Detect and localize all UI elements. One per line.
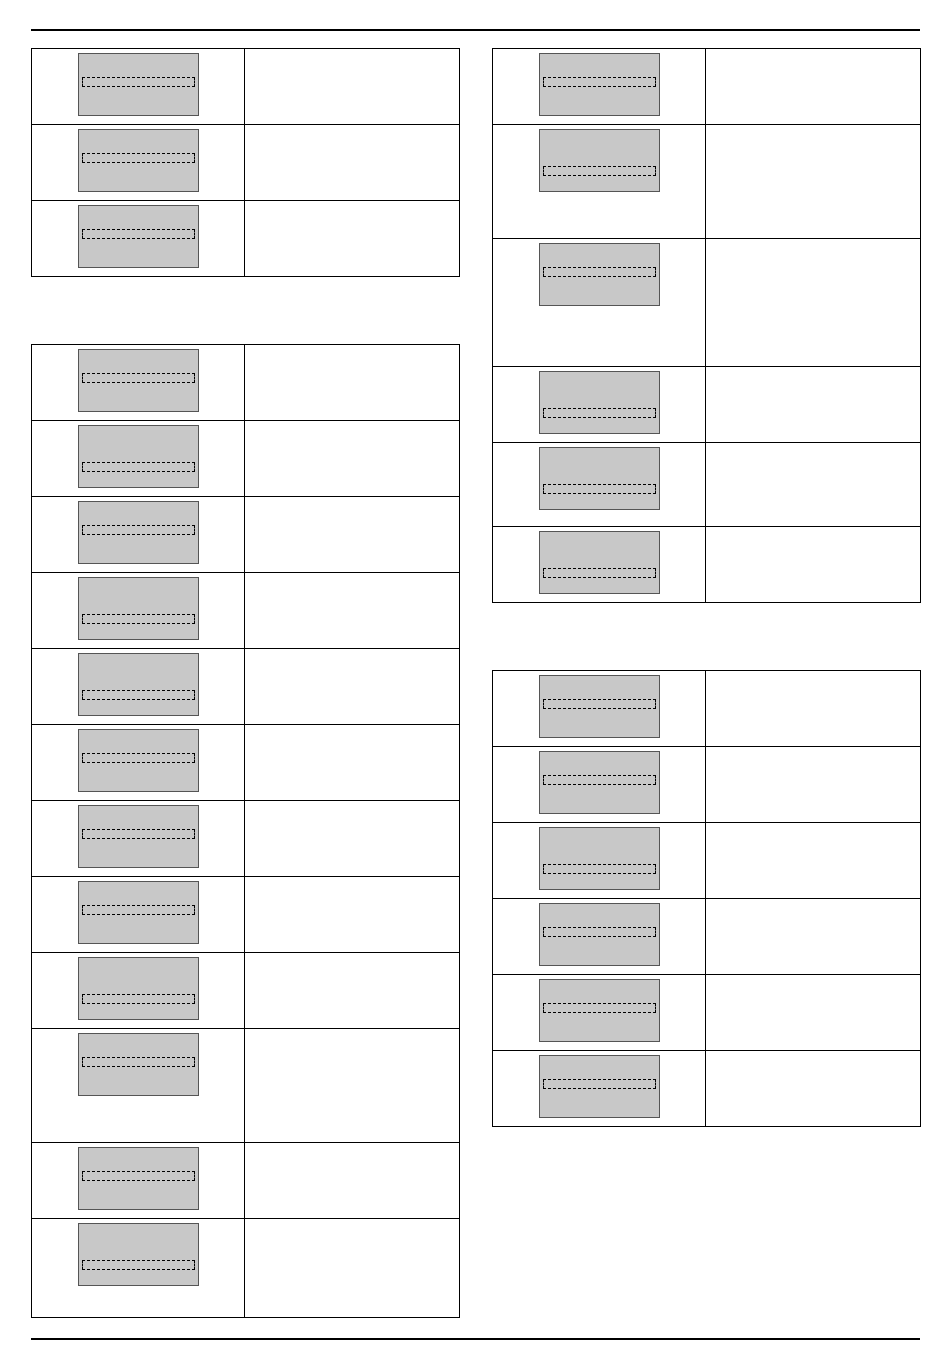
line-edge-left <box>543 699 544 709</box>
lcd-display <box>78 577 199 640</box>
table-row <box>493 527 921 603</box>
line-edge-left <box>543 1003 544 1013</box>
line-edge-right <box>194 829 195 839</box>
table-row <box>493 747 921 823</box>
line-edge-right <box>655 864 656 874</box>
line-edge-right <box>194 994 195 1004</box>
highlighted-display-line <box>82 462 195 472</box>
line-edge-right <box>655 1079 656 1089</box>
highlighted-display-line <box>82 525 195 535</box>
line-edge-right <box>655 568 656 578</box>
line-edge-right <box>655 77 656 87</box>
description-cell <box>245 125 460 201</box>
table-row <box>32 1219 460 1318</box>
display-cell <box>493 443 706 527</box>
display-cell <box>32 1029 245 1143</box>
highlighted-display-line <box>82 1260 195 1270</box>
line-edge-left <box>543 864 544 874</box>
display-cell <box>32 421 245 497</box>
line-edge-right <box>194 229 195 239</box>
highlighted-display-line <box>543 77 656 87</box>
line-edge-right <box>194 1260 195 1270</box>
table-row <box>493 49 921 125</box>
table-row <box>32 725 460 801</box>
table-row <box>32 345 460 421</box>
line-edge-left <box>543 568 544 578</box>
highlighted-display-line <box>82 229 195 239</box>
line-edge-left <box>82 994 83 1004</box>
table-row <box>493 1051 921 1127</box>
table-right-2 <box>492 670 921 1127</box>
description-cell <box>245 953 460 1029</box>
line-edge-left <box>82 753 83 763</box>
display-cell <box>32 573 245 649</box>
highlighted-display-line <box>82 614 195 624</box>
table-row <box>493 367 921 443</box>
display-cell <box>493 671 706 747</box>
display-cell <box>32 125 245 201</box>
description-cell <box>706 899 921 975</box>
line-edge-right <box>194 905 195 915</box>
line-edge-left <box>543 267 544 277</box>
description-cell <box>245 497 460 573</box>
highlighted-display-line <box>543 408 656 418</box>
display-cell <box>32 1219 245 1318</box>
highlighted-display-line <box>543 864 656 874</box>
lcd-display <box>539 531 660 594</box>
table-right-1 <box>492 48 921 603</box>
line-edge-right <box>655 775 656 785</box>
display-cell <box>493 975 706 1051</box>
line-edge-right <box>194 153 195 163</box>
display-cell <box>32 877 245 953</box>
line-edge-right <box>655 1003 656 1013</box>
top-rule <box>31 29 920 31</box>
display-cell <box>32 49 245 125</box>
display-cell <box>32 345 245 421</box>
display-cell <box>493 747 706 823</box>
highlighted-display-line <box>543 699 656 709</box>
line-edge-left <box>82 829 83 839</box>
highlighted-display-line <box>82 829 195 839</box>
description-cell <box>245 801 460 877</box>
table-row <box>32 877 460 953</box>
display-cell <box>32 649 245 725</box>
table-body <box>32 345 460 1318</box>
table-row <box>493 443 921 527</box>
lcd-display <box>539 371 660 434</box>
description-cell <box>706 975 921 1051</box>
highlighted-display-line <box>82 690 195 700</box>
lcd-display <box>539 979 660 1042</box>
lcd-display <box>539 447 660 510</box>
description-cell <box>245 649 460 725</box>
table-row <box>493 899 921 975</box>
highlighted-display-line <box>543 166 656 176</box>
highlighted-display-line <box>82 905 195 915</box>
lcd-display <box>78 805 199 868</box>
description-cell <box>245 1219 460 1318</box>
lcd-display <box>78 729 199 792</box>
line-edge-left <box>82 153 83 163</box>
line-edge-left <box>543 775 544 785</box>
description-cell <box>245 1029 460 1143</box>
table-row <box>493 823 921 899</box>
display-cell <box>32 497 245 573</box>
line-edge-left <box>82 462 83 472</box>
bottom-rule <box>31 1338 920 1340</box>
lcd-display <box>78 501 199 564</box>
line-edge-right <box>655 408 656 418</box>
line-edge-right <box>655 699 656 709</box>
line-edge-left <box>543 1079 544 1089</box>
display-cell <box>493 899 706 975</box>
lcd-display <box>539 1055 660 1118</box>
description-cell <box>245 1143 460 1219</box>
lcd-display <box>78 205 199 268</box>
highlighted-display-line <box>543 484 656 494</box>
highlighted-display-line <box>543 1079 656 1089</box>
table-left-2 <box>31 344 460 1318</box>
line-edge-left <box>82 905 83 915</box>
display-cell <box>493 527 706 603</box>
line-edge-right <box>655 484 656 494</box>
display-cell <box>493 49 706 125</box>
description-cell <box>706 49 921 125</box>
lcd-display <box>78 349 199 412</box>
line-edge-right <box>655 267 656 277</box>
lcd-display <box>78 881 199 944</box>
highlighted-display-line <box>82 753 195 763</box>
line-edge-left <box>82 614 83 624</box>
highlighted-display-line <box>82 1057 195 1067</box>
display-cell <box>32 801 245 877</box>
line-edge-left <box>543 166 544 176</box>
line-edge-left <box>82 1057 83 1067</box>
description-cell <box>706 527 921 603</box>
table-row <box>493 671 921 747</box>
table-row <box>32 1029 460 1143</box>
line-edge-right <box>194 753 195 763</box>
line-edge-right <box>194 614 195 624</box>
lcd-display <box>78 1147 199 1210</box>
highlighted-display-line <box>543 927 656 937</box>
lcd-display <box>78 957 199 1020</box>
lcd-display <box>539 675 660 738</box>
line-edge-left <box>543 77 544 87</box>
line-edge-left <box>82 690 83 700</box>
line-edge-left <box>543 408 544 418</box>
lcd-display <box>78 1033 199 1096</box>
display-cell <box>32 953 245 1029</box>
line-edge-right <box>655 166 656 176</box>
highlighted-display-line <box>543 568 656 578</box>
description-cell <box>706 823 921 899</box>
lcd-display <box>78 1223 199 1286</box>
lcd-display <box>539 903 660 966</box>
table-row <box>32 497 460 573</box>
line-edge-right <box>194 462 195 472</box>
description-cell <box>245 421 460 497</box>
table-row <box>32 125 460 201</box>
line-edge-right <box>194 1171 195 1181</box>
display-cell <box>493 367 706 443</box>
highlighted-display-line <box>82 373 195 383</box>
description-cell <box>245 345 460 421</box>
lcd-display <box>539 751 660 814</box>
line-edge-left <box>543 484 544 494</box>
table-row <box>32 201 460 277</box>
line-edge-left <box>82 1260 83 1270</box>
display-cell <box>32 201 245 277</box>
table-row <box>32 649 460 725</box>
table-body <box>32 49 460 277</box>
table-row <box>32 1143 460 1219</box>
highlighted-display-line <box>543 1003 656 1013</box>
table-row <box>493 125 921 239</box>
line-edge-left <box>82 373 83 383</box>
table-body <box>493 49 921 603</box>
highlighted-display-line <box>82 1171 195 1181</box>
highlighted-display-line <box>82 77 195 87</box>
line-edge-left <box>82 1171 83 1181</box>
description-cell <box>245 201 460 277</box>
line-edge-right <box>194 1057 195 1067</box>
table-left-1 <box>31 48 460 277</box>
description-cell <box>245 573 460 649</box>
line-edge-right <box>194 690 195 700</box>
highlighted-display-line <box>82 153 195 163</box>
description-cell <box>706 367 921 443</box>
table-row <box>32 421 460 497</box>
description-cell <box>245 49 460 125</box>
lcd-display <box>539 53 660 116</box>
display-cell <box>493 823 706 899</box>
lcd-display <box>539 827 660 890</box>
highlighted-display-line <box>543 267 656 277</box>
lcd-display <box>539 243 660 306</box>
table-row <box>493 239 921 367</box>
description-cell <box>706 747 921 823</box>
description-cell <box>706 443 921 527</box>
table-body <box>493 671 921 1127</box>
lcd-display <box>78 653 199 716</box>
display-cell <box>493 125 706 239</box>
table-row <box>32 573 460 649</box>
line-edge-left <box>543 927 544 937</box>
line-edge-right <box>655 927 656 937</box>
display-cell <box>32 725 245 801</box>
highlighted-display-line <box>82 994 195 1004</box>
table-row <box>32 953 460 1029</box>
line-edge-right <box>194 373 195 383</box>
line-edge-left <box>82 229 83 239</box>
lcd-display <box>539 129 660 192</box>
display-cell <box>493 239 706 367</box>
description-cell <box>706 671 921 747</box>
description-cell <box>245 725 460 801</box>
table-row <box>493 975 921 1051</box>
lcd-display <box>78 129 199 192</box>
description-cell <box>706 239 921 367</box>
lcd-display <box>78 53 199 116</box>
display-cell <box>32 1143 245 1219</box>
display-cell <box>493 1051 706 1127</box>
line-edge-right <box>194 77 195 87</box>
description-cell <box>706 125 921 239</box>
line-edge-left <box>82 525 83 535</box>
description-cell <box>706 1051 921 1127</box>
table-row <box>32 801 460 877</box>
line-edge-right <box>194 525 195 535</box>
table-row <box>32 49 460 125</box>
lcd-display <box>78 425 199 488</box>
highlighted-display-line <box>543 775 656 785</box>
line-edge-left <box>82 77 83 87</box>
description-cell <box>245 877 460 953</box>
